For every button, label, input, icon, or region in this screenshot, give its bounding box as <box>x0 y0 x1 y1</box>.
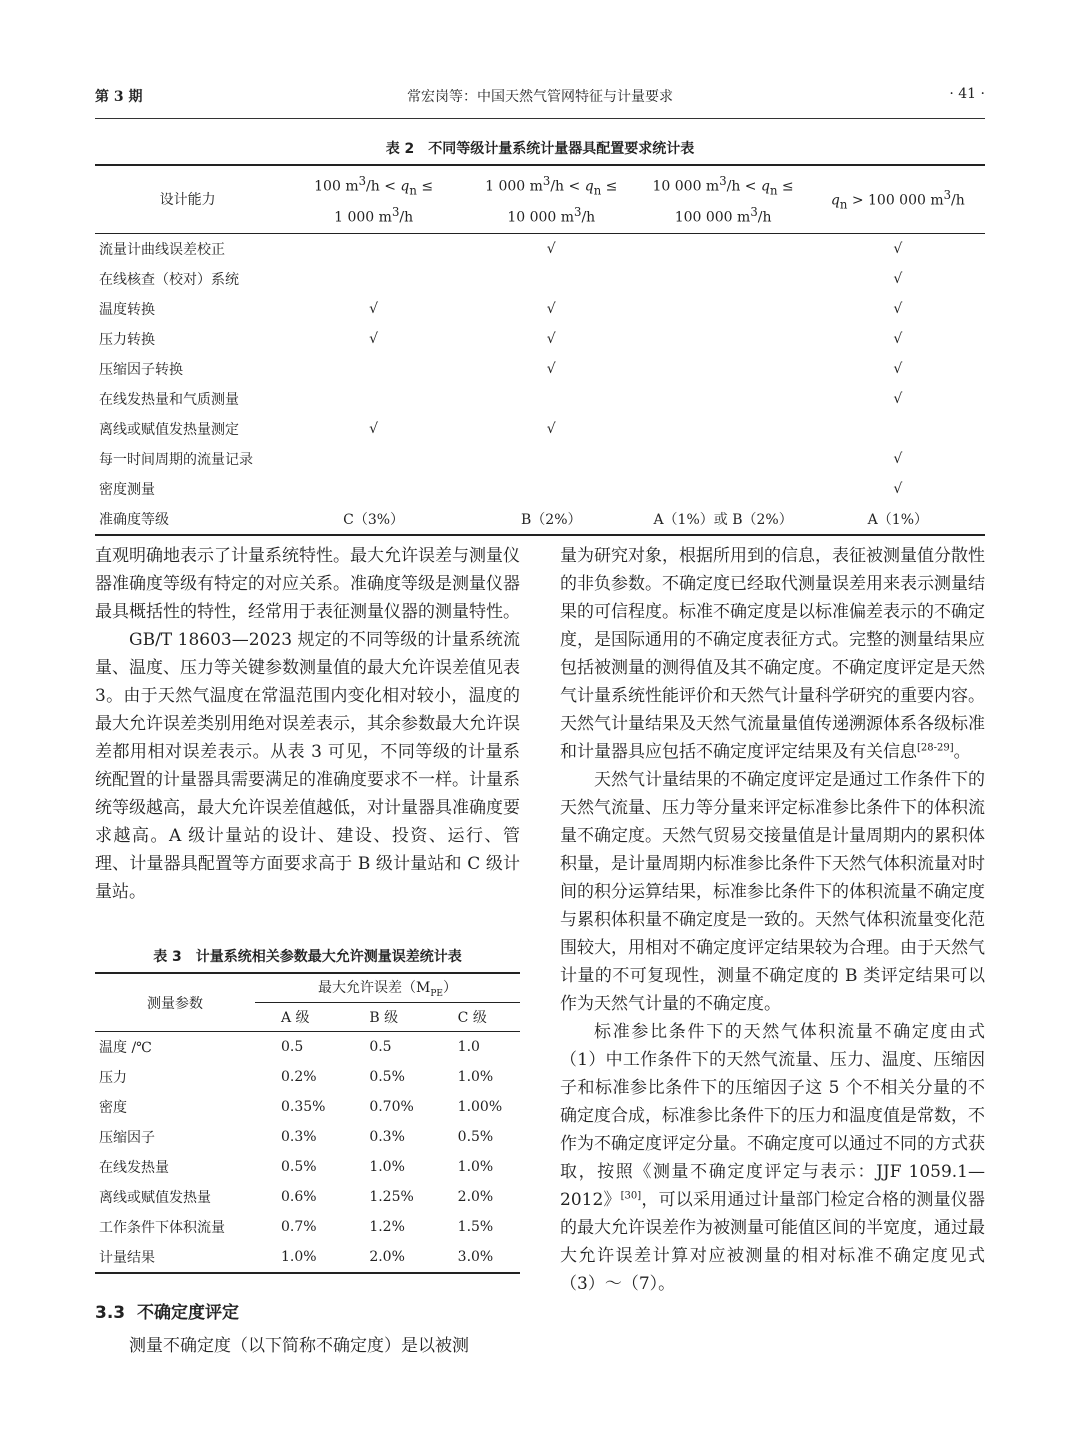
table2-cell <box>635 264 810 294</box>
table2-cell <box>635 384 810 414</box>
article-title: 常宏岗等：中国天然气管网特征与计量要求 <box>407 89 673 105</box>
table2-row <box>95 474 985 504</box>
table3-cell: 0.35% <box>281 1099 326 1115</box>
page-number: · 41 · <box>949 86 985 102</box>
table2-cell: A（1%） <box>867 512 928 529</box>
table2-row-label: 压力转换 <box>99 332 155 349</box>
table2-row <box>95 264 985 294</box>
table3-cell: 0.5 <box>369 1039 392 1055</box>
table3-cell: 2.0% <box>369 1249 405 1265</box>
table2-cell: √ <box>893 331 903 348</box>
left-column <box>95 542 520 906</box>
table2-header-range-2: 1 000 $m^3/h < q_n$ ≤ 10 000 $m^3/h$ <box>485 174 618 227</box>
table3-cell: 1.00% <box>457 1099 503 1115</box>
table2-row-label: 密度测量 <box>99 482 155 499</box>
table3-cell: 0.5% <box>457 1129 494 1145</box>
table2-row <box>95 414 985 444</box>
table3-header-grade-b: B 级 <box>369 1010 399 1026</box>
table3-row <box>95 1122 520 1152</box>
table3-cell: 0.6% <box>281 1189 317 1205</box>
table3-cell: 1.25% <box>369 1189 414 1205</box>
table3-cell: 1.0% <box>457 1159 494 1175</box>
table2-row-label: 在线核查（校对）系统 <box>99 272 239 289</box>
table3-cell: 0.3% <box>369 1129 405 1145</box>
table3 <box>95 972 520 1274</box>
table3-cell: 2.0% <box>457 1189 494 1205</box>
table3-cell: 0.3% <box>281 1129 317 1145</box>
table2-cell <box>635 354 810 384</box>
table3-header-mpe: 最大允许误差$(M_{PE})$ <box>255 973 520 1003</box>
table2-row <box>95 384 985 414</box>
table2-header-range-1: 100 $m^3/h < q_n$ ≤ 1 000 $m^3/h$ <box>314 174 434 227</box>
table3-cell: 0.7% <box>281 1219 317 1235</box>
table3-cell: 0.5 <box>281 1039 304 1055</box>
table2-cell <box>635 324 810 354</box>
table2-cell <box>280 474 467 504</box>
issue-number: 第 3 期 <box>95 89 143 105</box>
table3-row <box>95 1092 520 1122</box>
table3-header-param: 测量参数 <box>147 995 203 1012</box>
table3-cell: 0.5% <box>281 1159 317 1175</box>
table3-row <box>95 1152 520 1182</box>
table2-cell: √ <box>369 331 379 348</box>
table2-row <box>95 504 985 535</box>
table2-cell <box>635 444 810 474</box>
table3-row <box>95 1182 520 1212</box>
table2-row <box>95 324 985 354</box>
running-header <box>95 86 985 110</box>
table2-cell <box>635 474 810 504</box>
table2-row-label: 准确度等级 <box>99 512 169 529</box>
table2-header-design-capacity: 设计能力 <box>159 191 216 208</box>
table2-row-label: 压缩因子转换 <box>99 362 183 379</box>
table2-cell <box>280 384 467 414</box>
table3-row-label: 计量结果 <box>99 1250 155 1266</box>
table2-cell <box>467 384 635 414</box>
table2-cell: √ <box>369 301 379 318</box>
table2-row <box>95 234 985 265</box>
table2-header-range-3: 10 000 $m^3/h < q_n$ ≤ 100 000 $m^3/h$ <box>652 174 794 227</box>
table3-row <box>95 1062 520 1092</box>
table2-cell: √ <box>893 241 903 258</box>
table2-cell: √ <box>369 421 379 438</box>
table3-row-label: 离线或赋值发热量 <box>99 1190 211 1206</box>
table3-caption: 表 3 计量系统相关参数最大允许测量误差统计表 <box>153 949 462 965</box>
table2-cell <box>467 264 635 294</box>
table2-cell <box>280 354 467 384</box>
table3-row-label: 在线发热量 <box>99 1160 169 1176</box>
table2-row-label: 温度转换 <box>99 302 155 319</box>
citation-30: [30] <box>620 1190 642 1202</box>
table2-row-label: 离线或赋值发热量测定 <box>99 422 239 439</box>
table2-row-label: 在线发热量和气质测量 <box>99 392 239 409</box>
table3-header-grade-a: A 级 <box>281 1010 310 1026</box>
table2-row <box>95 354 985 384</box>
table3-cell: 1.0 <box>457 1039 480 1055</box>
table3-row-label: 工作条件下体积流量 <box>99 1220 225 1236</box>
table2-cell <box>811 414 985 444</box>
section-heading-3-3 <box>95 1298 239 1323</box>
left-paragraph-1: 直观明确地表示了计量系统特性。最大允许误差与测量仪器准确度等级有特定的对应关系。准确度等级是测量仪器最具概括性的特性，经常用于表征测量仪器的测量特性。 <box>95 546 520 622</box>
table3-cell: 0.2% <box>281 1069 317 1085</box>
section-title: 不确定度评定 <box>136 1303 239 1323</box>
table2-cell: A（1%）或 B（2%） <box>653 512 793 529</box>
table2-row-label: 每一时间周期的流量记录 <box>99 452 253 469</box>
table3-cell: 1.0% <box>369 1159 405 1175</box>
section-number: 3.3 <box>95 1303 126 1323</box>
table2-cell <box>467 474 635 504</box>
table2-cell: √ <box>893 391 903 408</box>
table2-cell <box>467 444 635 474</box>
table3-header-row-1 <box>95 973 520 1003</box>
table2-cell <box>280 444 467 474</box>
table2-cell <box>635 234 810 265</box>
table2-cell <box>635 414 810 444</box>
table3-row <box>95 1032 520 1063</box>
table2-cell: C（3%） <box>343 512 405 529</box>
section-paragraph-1: 测量不确定度（以下简称不确定度）是以被测 <box>129 1336 469 1356</box>
table3-cell: 1.0% <box>457 1069 494 1085</box>
section-paragraph-start <box>95 1332 520 1360</box>
table3-row-label: 压缩因子 <box>99 1130 155 1146</box>
table2-cell: √ <box>893 481 903 498</box>
right-column <box>560 542 985 1298</box>
table2-cell: √ <box>893 271 903 288</box>
table2-cell: B（2%） <box>521 512 582 529</box>
table2-header-row <box>95 165 985 234</box>
table2-cell: √ <box>546 421 556 438</box>
table2-row <box>95 444 985 474</box>
table2-cell <box>280 264 467 294</box>
citation-28-29: [28-29] <box>917 742 954 754</box>
table3-cell: 1.2% <box>369 1219 405 1235</box>
table2-row <box>95 294 985 324</box>
table2-cell: √ <box>893 451 903 468</box>
table3-row-label: 温度 /℃ <box>99 1040 152 1056</box>
table2-cell: √ <box>546 361 556 378</box>
table3-cell: 1.0% <box>281 1249 317 1265</box>
left-paragraph-2: GB/T 18603—2023 规定的不同等级的计量系统流量、温度、压力等关键参数测量值的最大允许误差值见表 3。由于天然气温度在常温范围内变化相对较小，温度的最大允许误差类别用绝对误差表示，其余参数最大允许误差都用相对误差表示。从表 3 可见，不同等级的计量系统配置的计量器具需要满足的准确度要求不一样。计量系统等级越高，最大允许误差值越低，对计量器具准确度要求越高。A 级计量站的设计、建设、投资、运行、管理、计量器具配置等方面要求高于 B 级计量站和 C 级计量站。 <box>95 630 520 902</box>
table3-header-grade-c: C 级 <box>457 1010 487 1026</box>
table3-row <box>95 1212 520 1242</box>
table3-cell: 0.5% <box>369 1069 405 1085</box>
table3-row-label: 密度 <box>99 1100 127 1116</box>
table3-cell: 1.5% <box>457 1219 494 1235</box>
table2-header-range-4: $q_n > 100$ 000 $m^3/h$ <box>830 187 965 212</box>
header-rule <box>95 118 985 119</box>
table3-cell: 0.70% <box>369 1099 414 1115</box>
right-paragraph-1: 量为研究对象，根据所用到的信息，表征被测量值分散性的非负参数。不确定度已经取代测量误差用来表示测量结果的可信程度。标准不确定度是以标准偏差表示的不确定度，是国际通用的不确定度表征方式。完整的测量结果应包括被测量的测得值及其不确定度。不确定度评定是天然气计量系统性能评价和天然气计量科学研究的重要内容。天然气计量结果及天然气流量量值传递溯源体系各级标准和计量器具应包括不确定度评定结果及有关信息[28-29]。 <box>560 546 985 762</box>
table2-row-label: 流量计曲线误差校正 <box>99 242 225 259</box>
table2-cell <box>635 294 810 324</box>
right-paragraph-3: 标准参比条件下的天然气体积流量不确定度由式（1）中工作条件下的天然气流量、压力、温度、压缩因子和标准参比条件下的压缩因子这 5 个不相关分量的不确定度合成，标准参比条件下的压力和温度值是常数，不作为不确定度评定分量。不确定度可以通过不同的方式获取，按照《测量不确定度评定与表示：JJF 1059.1—2012》[30]，可以采用通过计量部门检定合格的测量仪器的最大允许误差作为被测量可能值区间的半宽度，通过最大允许误差计算对应被测量的相对标准不确定度见式（3）～（7）。 <box>560 1022 986 1294</box>
table3-row <box>95 1242 520 1273</box>
table2-cell: √ <box>893 301 903 318</box>
table3-row-label: 压力 <box>99 1070 127 1086</box>
table2-cell: √ <box>546 331 556 348</box>
table3-cell: 3.0% <box>457 1249 494 1265</box>
right-paragraph-2: 天然气计量结果的不确定度评定是通过工作条件下的天然气流量、压力等分量来评定标准参比条件下的体积流量不确定度。天然气贸易交接量值是计量周期内的累积体积量，是计量周期内标准参比条件下天然气体积流量对时间的积分运算结果，标准参比条件下的体积流量不确定度与累积体积量不确定度是一致的。天然气体积流量变化范围较大，用相对不确定度评定结果较为合理。由于天然气计量的不可复现性，测量不确定度的 B 类评定结果可以作为天然气计量的不确定度。 <box>560 770 985 1014</box>
table2-cell: √ <box>893 361 903 378</box>
table2-caption: 表 2 不同等级计量系统计量器具配置要求统计表 <box>385 141 695 157</box>
table2-cell: √ <box>546 301 556 318</box>
table2 <box>95 164 985 536</box>
table2-cell: √ <box>546 241 556 258</box>
table2-cell <box>280 234 467 265</box>
